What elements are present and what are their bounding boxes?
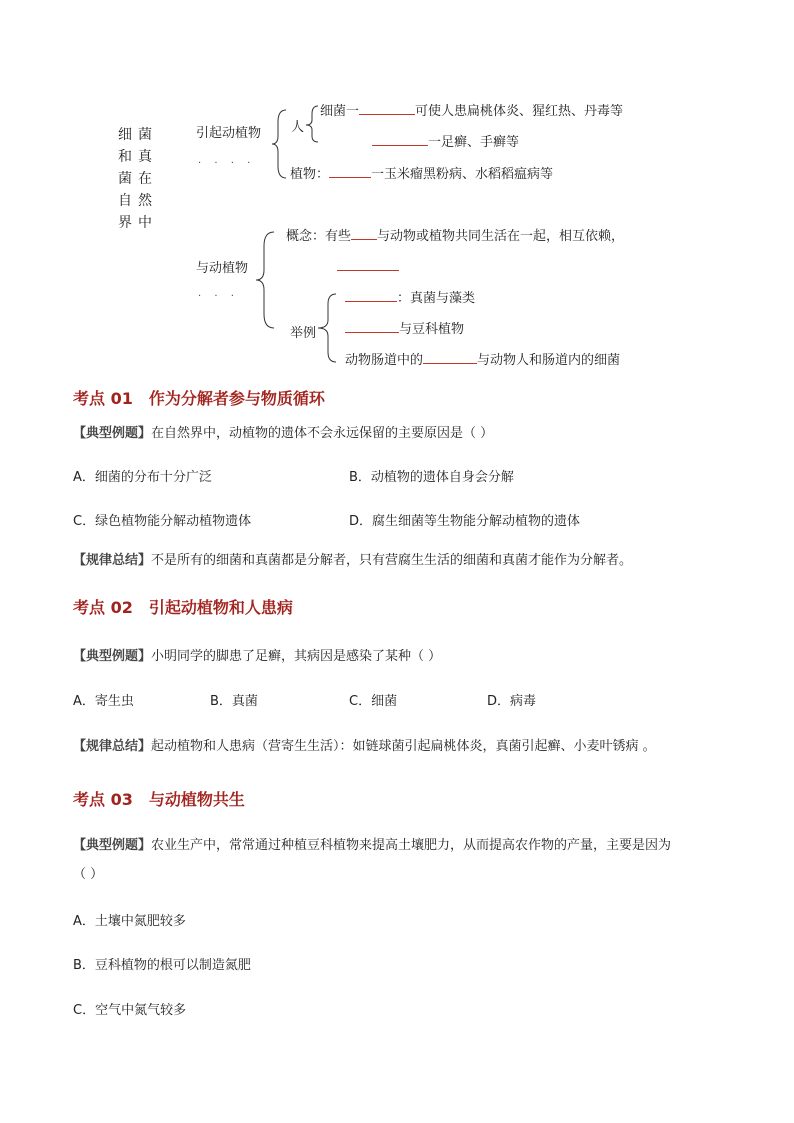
bacteria-label: 细菌一 xyxy=(320,104,360,119)
option-a[interactable]: A．细菌的分布十分广泛 xyxy=(73,470,212,485)
answer-blank[interactable] xyxy=(329,166,371,178)
section-number: 考点 02 xyxy=(73,598,133,617)
summary-tag: 【规律总结】 xyxy=(73,553,152,568)
answer-blank[interactable] xyxy=(351,228,377,240)
example-tag: 【典型例题】 xyxy=(73,649,152,664)
section-heading xyxy=(73,386,325,409)
root-char: 和 xyxy=(118,149,132,165)
brace-disease xyxy=(272,108,292,180)
option-a[interactable]: A．土壤中氮肥较多 xyxy=(73,914,186,929)
option-d[interactable]: D．病毒 xyxy=(487,694,537,709)
option-c[interactable]: C．细菌 xyxy=(349,694,398,709)
option-b[interactable]: B．豆科植物的根可以制造氮肥 xyxy=(73,958,251,973)
root-char: 菌 xyxy=(118,171,132,187)
example-row-3 xyxy=(345,352,620,369)
option-b[interactable]: B．真菌 xyxy=(210,694,258,709)
root-char: 自 xyxy=(118,193,132,209)
question-continuation: （ ） xyxy=(73,867,104,882)
answer-blank[interactable] xyxy=(337,259,399,271)
section-heading xyxy=(73,595,293,618)
example-row-2 xyxy=(345,321,464,338)
summary xyxy=(73,738,656,756)
plant-label: 植物： xyxy=(290,167,330,182)
option-c[interactable]: C．绿色植物能分解动植物遗体 xyxy=(73,514,252,529)
concept-text: 与动物或植物共同生活在一起，相互依赖， xyxy=(377,229,625,244)
summary-tag: 【规律总结】 xyxy=(73,739,152,754)
mindmap-root-col1 xyxy=(118,124,134,228)
example-1-text: ：真菌与藻类 xyxy=(397,291,476,306)
question-text: 小明同学的脚患了足癣，其病因是感染了某种（ ） xyxy=(151,649,442,664)
plant-text: 一玉米瘤黑粉病、水稻稻瘟病等 xyxy=(371,167,554,182)
option-c[interactable]: C．空气中氮气较多 xyxy=(73,1003,187,1018)
branch-symbiosis-label: 与动植物 xyxy=(196,261,249,276)
option-a[interactable]: A．寄生虫 xyxy=(73,694,134,709)
summary-text: 起动植物和人患病（营寄生生活）：如链球菌引起扁桃体炎，真菌引起癣、小麦叶锈病 。 xyxy=(151,739,656,754)
example-tag: 【典型例题】 xyxy=(73,838,152,853)
root-char: 真 xyxy=(138,149,152,165)
example-question xyxy=(73,425,493,443)
question-text: 在自然界中，动植物的遗体不会永远保留的主要原因是（ ） xyxy=(151,426,494,441)
example-tag: 【典型例题】 xyxy=(73,426,152,441)
fungi-text: 一足癣、手癣等 xyxy=(428,135,520,150)
answer-blank[interactable] xyxy=(372,134,428,146)
section-title: 与动植物共生 xyxy=(148,790,245,809)
concept-label: 概念：有些 xyxy=(286,229,352,244)
answer-blank[interactable] xyxy=(345,290,397,302)
root-char: 然 xyxy=(138,193,152,209)
example-question xyxy=(73,837,671,855)
summary xyxy=(73,552,632,570)
mindmap-root-col2 xyxy=(138,124,154,228)
root-char: 菌 xyxy=(138,127,152,143)
root-char: 界 xyxy=(118,215,132,228)
answer-blank[interactable] xyxy=(423,352,477,364)
root-char: 在 xyxy=(138,171,152,187)
fungi-row xyxy=(372,134,519,151)
section-number: 考点 01 xyxy=(73,389,133,408)
root-char: 中 xyxy=(138,215,152,228)
person-label: 人 xyxy=(291,120,305,135)
option-b[interactable]: B．动植物的遗体自身会分解 xyxy=(349,470,514,485)
concept-row-2 xyxy=(337,259,399,276)
answer-blank[interactable] xyxy=(359,103,415,115)
summary-text: 不是所有的细菌和真菌都是分解者，只有营腐生生活的细菌和真菌才能作为分解者。 xyxy=(151,553,633,568)
concept-row xyxy=(286,228,624,245)
question-text: 农业生产中，常常通过种植豆科植物来提高土壤肥力，从而提高农作物的产量，主要是因为 xyxy=(151,838,672,853)
section-heading xyxy=(73,787,245,810)
section-number: 考点 03 xyxy=(73,790,133,809)
branch-disease-label: 引起动植物 xyxy=(196,126,262,141)
section-title: 作为分解者参与物质循环 xyxy=(148,389,325,408)
example-question xyxy=(73,648,441,666)
branch-disease-dots: · · · · xyxy=(198,158,256,169)
section-title: 引起动植物和人患病 xyxy=(148,598,293,617)
plant-row xyxy=(290,166,553,183)
option-d[interactable]: D．腐生细菌等生物能分解动植物的遗体 xyxy=(349,514,581,529)
example-3-text: 与动物人和肠道内的细菌 xyxy=(477,353,621,368)
example-2-text: 与豆科植物 xyxy=(399,322,465,337)
example-3-prefix: 动物肠道中的 xyxy=(345,353,424,368)
example-row-1 xyxy=(345,290,475,307)
brace-symbiosis xyxy=(256,230,278,330)
brace-examples xyxy=(318,292,340,364)
answer-blank[interactable] xyxy=(345,321,399,333)
example-label: 举例 xyxy=(290,326,317,341)
branch-symbiosis-dots: · · · xyxy=(198,291,239,302)
bacteria-text: 可使人患扁桃体炎、猩红热、丹毒等 xyxy=(415,104,624,119)
bacteria-row xyxy=(320,103,623,120)
root-char: 细 xyxy=(118,127,132,143)
